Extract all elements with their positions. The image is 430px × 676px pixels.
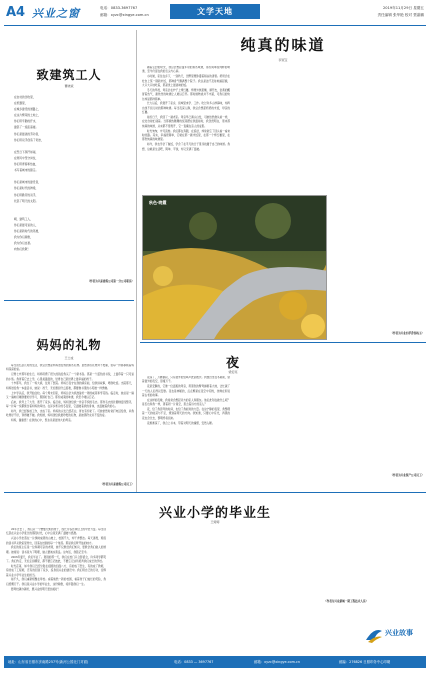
article-school-author: 王婷婷 [210,520,220,524]
autumn-photo [142,195,327,340]
masthead-editors: 责任编辑 张华艳 校对 贾嘉鹏 [377,13,424,17]
article-night-col-1 [142,376,230,472]
paragraph: 20年过去了，我们从一个懵懂无知的孩子，成长为各自岗位上的中坚力量。每当回忆起在兴业小学度过的那段时光，心中总是充满了温暖与感激。 [6,528,106,536]
poem-line: 在寒风中坚守岗位， [14,155,39,160]
poem-line: 你们用辛勤的汗水， [14,119,39,124]
poem-line: 你们是时代的脊梁， [14,186,39,191]
article-taste-col-1 [142,66,230,191]
paragraph: 夜是安静的，它像一位温柔的母亲，用黑色的臂弯拥抱着大地，让忙碌了一天的人们得以安歇。夜也是神秘的，点点繁星在夜空中闪烁，仿佛在诉说着古老的故事。 [142,385,230,398]
poem-credit: （作者为兴泰建筑公司第一分公司职员） [87,280,134,283]
paragraph: 时光荏苒，如今我们已经分散在祖国的四面八方，有的成了医生，有的成了教师，有的成了工程师，还有的回到了家乡，投身到兴业的建设中。我们用自己的行动，诠释着兴业小学毕业生的担当。 [6,564,106,577]
poem-line: 向你们致敬！ [14,247,31,252]
article-school-col-1 [6,528,106,646]
article-school-title: 兴业小学的毕业生 [158,506,271,521]
column-divider [136,30,137,492]
paragraph: 兴业小学坐落在一片绿树成荫的山坡上，校园不大，却干净整洁。每天清晨，琅琅的读书声从教室里传出，回荡在校园的每一个角落。那是我们梦开始的地方。 [6,537,106,545]
poem-line: 你们用双手创造了奇迹， [14,137,44,142]
article-night-bottom-rule [140,492,426,493]
article-night-title: 夜 [225,356,240,371]
paragraph: 2006年夏天，我们毕业了。离别的那一天，我们在校门口合影留念，许多同学都哭了。我们约定，无论走到哪里，都不要忘记彼此，不要忘记这所培育我们成长的学校。 [6,555,106,564]
article-mother-body [6,364,134,482]
article-night-author: 梁宏亮 [228,370,238,374]
poem-line: 你们是新时代的英雄， [14,229,41,234]
paragraph: 夜深了，万籁俱寂，只有窗外的虫鸣声此起彼伏。我独自坐在书桌前，望着窗外的夜空，思绪万千。 [142,376,230,384]
paragraph: 在这样的夜晚，我常常会想起远方的家人和朋友。他们此刻在做什么呢？是否也和我一样，望着同一片星空，思念着远方的亲人？ [142,398,230,407]
article-taste-col-2 [236,66,324,191]
brand-emblem-icon [364,625,384,645]
paragraph: 如今，我也学会了做饭，学会了在平凡的日子里寻找属于自己的味道。我想，这就是生活吧，简单、平淡，却又充满了温暖。 [142,143,230,151]
poem-line: 在这片繁荣的土地上， [14,113,41,118]
poem-line: 你们是城市的建设者， [14,180,41,185]
article-mother-author: 王士成 [64,356,74,360]
footer-postcode: 邮编：276826 日照印务中心印刷 [339,660,391,664]
paragraph: 我们的班主任是一位和蔼可亲的老师，她不仅教给我们知识，更教会我们做人的道理。她常说：读书是为了明理，做人要诚实善良。这句话，我铭记至今。 [6,546,106,554]
poem-line: 在农村的田坎里， [14,95,36,99]
poem-line: 你们是最可爱的人， [14,222,39,227]
poem-line: 我为你们自豪。 [14,241,33,246]
article-taste-author: 李冠宝 [278,58,288,62]
footer-brand-logo [364,622,424,648]
footer-phone: 电话：0833 — 3697767 [174,660,214,664]
page-number: A4 [6,5,26,20]
poem-bottom-rule [4,300,134,301]
poem-line: 在机器里， [14,101,28,106]
paragraph: 隔着尘封的时光，我总会想起童年时的那些味道，那些简单而纯粹的味道，至今仍留在我的舌尖与心间。 [142,66,230,74]
article-taste-title: 纯真的味道 [240,36,326,54]
article-taste-credit: （作者为兴业四季香客栈主） [390,332,424,335]
poem-line: 你们用勤劳的双手， [14,192,39,197]
paragraph: 夜渐渐深了，我合上书本，带着对明天的憧憬，安然入睡。 [147,421,215,425]
paragraph: 上中学以后，我开始住校。每个周末回家，妈妈总会为我准备好一周的咸菜和零花钱。临走时，她总是一遍又一遍地叮嘱我要好好学习，照顾好自己。那些咸菜的味道，我至今难以忘记。 [6,391,134,400]
article-taste-bottom-rule [140,342,426,343]
poem-line: 啊，建筑工人， [14,216,33,221]
section-banner [170,4,260,19]
article-school-col-2 [112,528,212,646]
paragraph: 前不久，我们重新相聚在母校。看着焕然一新的校园，看着孩子们灿烂的笑脸，我们感慨万千。我们是兴业小学的毕业生，这份骄傲，将伴随我们一生。 [6,578,106,586]
article-night-col-2 [236,376,326,472]
masthead-rule [4,25,426,26]
article-school-col-4 [324,528,424,600]
photo-caption: 秋色·晚霞 [149,200,167,205]
poem-line: 托起了明天的太阳。 [14,198,39,203]
poem-line: 我为你们骄傲， [14,235,33,240]
article-taste-col-4 [330,193,424,333]
paragraph: 时光匆匆，岁月流转。我们都在奔跑，在追赶，却常常忘了回头看一看来时的路。其实，幸福很简单，它就在那一碗米饭里，在那一个烤红薯里，在那份纯真的味道里。 [142,129,230,142]
poem-line: 你们用青春和热血， [14,162,39,167]
autumn-photo-illustration [143,196,327,340]
paragraph: 冬天的早晨，母亲会在炉子上烤红薯，烤得外焦里嫩，剥开皮，金黄的瓤冒着热气，甜丝丝的味道让人难以忘怀。那时候物质并不丰富，可我们的快乐却是那样简单。 [142,88,230,101]
newspaper-logo: 兴业之窗 [32,7,80,20]
article-school-credit: （作者为兴业新城一期工程技术人员） [324,600,369,603]
paragraph: 记得七岁那年的生日，妈妈用攒了很久的钱给我买了一个新书包。那是一个蓝色的书包，上面印着一只可爱的小熊。我背着它去上学，心里美滋滋的，觉得自己是世界上最幸福的孩子。 [6,373,134,381]
poem-line: 在城乡建设的道路上， [14,107,41,112]
footer-bar [4,656,426,668]
paragraph: 如今，我已经参加工作，也成了家。妈妈的头发已经花白，背也有些驼了。可她依然时常打电话给我，问我吃得好不好，穿得暖不暖。我知道，妈妈送给我最珍贵的礼物，是她那份永远不变的爱。 [6,410,134,418]
masthead-date: 2019年11月29日 星期五 [383,6,424,10]
masthead [0,0,430,28]
paragraph: 长大以后，我离开了家乡，到城里求学、工作。吃过许多山珍海味，却再也找不到儿时的那种味道。每当夜深人静，我总会想起奶奶的米饭，母亲的红薯。 [142,102,230,115]
section-title: 文学天地 [197,7,233,16]
paragraph: 小时候，家住在乡下，一到秋天，田野里便弥漫着稻谷的清香。奶奶会在灶台上蒸一锅新米饭，那种香气飘满整个院子。我总是迫不及待地端起碗，大口大口地吃着，那是世上最美味的饭。 [142,75,230,88]
article-mother-title: 妈妈的礼物 [36,338,102,352]
poem-body [14,94,130,257]
article-taste-col-3 [330,66,424,191]
paragraph: 夜，给了我思考的时间，也给了我前进的力量。在这宁静的夜里，我整理着一天的收获与不足，规划着明天的方向。我知道，只要心中有光，再黑的夜也会过去，黎明终将到来。 [142,408,230,420]
paragraph: 前些日子，我回了一趟老家。母亲早已满头白发，可她依然像从前一样，在灶台前忙碌着。当那碗热腾腾的饭菜摆在我面前时，我忽然明白，原来那纯真的味道，从来都不曾离开，它一直藏在亲人的爱里。 [142,116,230,128]
poem-author: 曹晓斌 [64,84,74,88]
paragraph: 后来，我考上了大学，离开了家乡。临行前，妈妈送给我一件亲手织的毛衣。那件毛衣的针脚细密而整齐，每一针每一线都饱含着妈妈的牵挂。在异乡寒冷的冬夜里，它温暖着我的身体，也温暖着我的心。 [6,400,134,409]
article-school-col-3 [218,528,318,646]
poem-title: 致建筑工人 [36,68,102,82]
paragraph: 愿母校越办越好，愿兴业的明天更加美好！ [11,587,61,591]
masthead-phone: 电话：0833-3697767 [100,6,138,10]
poem-line: 在烈日下挥汗如雨， [14,149,39,154]
paragraph: 妈妈，谢谢您！在我的心中，您永远是最伟大的母亲。 [11,419,74,423]
article-night-col-3 [330,346,424,466]
poem-line: 建起了一座座高楼。 [14,125,39,130]
paragraph: 每当回忆起儿时的生活，我总会想起妈妈送给我的那些礼物。虽然那些礼物并不贵重，但每一件都承载着妈妈深深的爱。 [6,364,134,372]
footer-address: 地址：山东省日照市济南路257号(新河公园北门对面) [8,660,89,664]
bottom-full-rule [4,492,140,493]
paragraph: 十岁那年，我生了一场大病，住进了医院。妈妈日夜守在我的病床前，给我讲故事，喂我吃饭。出院那天，妈妈送给我一本童话书，她说：孩子，无论遇到什么困难，都要像书里的小英雄一样勇敢。 [6,382,134,390]
article-mother-credit: （作者为兴泰建筑公司员工） [100,483,134,486]
article-night-credit: （作者为兴业资产公司员工） [390,474,424,477]
poem-line: 书写着城市的篇章。 [14,168,39,173]
brand-logo-text: 兴业故事 [385,629,413,637]
masthead-email: 邮箱：xyzc@xingye.com.cn [100,13,149,17]
poem-line: 你们是最美的劳动者， [14,131,41,136]
footer-email: 邮箱：xyzc@xingye.com.cn [254,660,300,664]
